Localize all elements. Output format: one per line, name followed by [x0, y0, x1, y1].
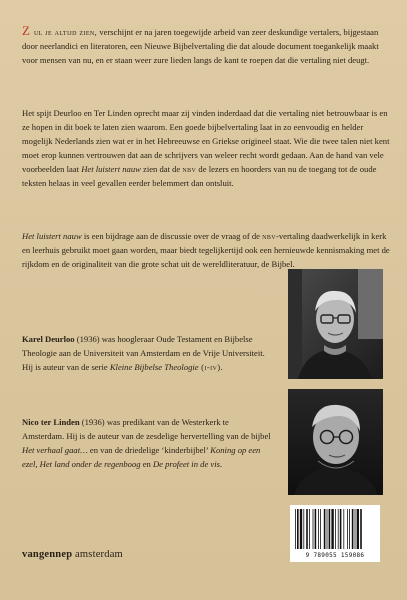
barcode-bar	[318, 509, 319, 549]
barcode-bar	[360, 509, 362, 549]
barcode-bar	[306, 509, 308, 549]
series-title: Kleine Bijbelse Theologie	[109, 361, 199, 372]
barcode-bar	[343, 509, 344, 549]
author-bio-text: (1936) was predikant van de Westerkerk te Amsterdam. Hij is de auteur van de zesdelige hervertelling van de bijbel	[22, 417, 271, 441]
publisher-name: vangennep	[22, 549, 73, 560]
nbv-abbr: nbv	[262, 231, 276, 241]
barcode-bar	[335, 509, 336, 549]
barcode-bar	[297, 509, 299, 549]
argument-text-c: de lezers en hoorders van nu de toegang tot de oude teksten helaas in veel gevallen eerder belemmert dan ontsluit.	[22, 163, 377, 188]
publisher-imprint	[22, 549, 123, 560]
barcode-bar	[331, 509, 333, 549]
author-photo-deurloo	[288, 269, 383, 379]
author-bio-text: en	[140, 458, 153, 469]
book-title-ref: Het verhaal gaat…	[22, 444, 88, 455]
book-title-ref: Het luistert nauw	[22, 231, 82, 241]
barcode-bar	[309, 509, 310, 549]
barcode-bar	[340, 509, 342, 549]
book-title-ref: De profeet in de vis	[152, 458, 220, 469]
intro-text: verschijnt er na jaren toegewijde arbeid van zeer deskundige vertalers, bijgestaan door neerlandici en literatoren, een Nieuwe Bijbelvertaling die dat aloude document toegankelijk maakt voor mensen van nu, en er staan weer zure lieden langs de kant te roepen dat die vertaling niet deugt.	[22, 27, 379, 65]
barcode-bar	[300, 509, 302, 549]
summary-text-a: is een bijdrage aan de discussie over de vraag of de	[81, 231, 263, 241]
barcode-bar	[295, 509, 296, 549]
barcode-bar	[324, 509, 326, 549]
barcode-bar	[303, 509, 304, 549]
author-name: Karel Deurloo	[22, 334, 75, 344]
summary-paragraph	[22, 230, 390, 272]
barcode-bar	[320, 509, 321, 549]
argument-paragraph	[22, 107, 390, 190]
barcode	[290, 505, 380, 562]
nbv-abbr: nbv	[182, 163, 197, 174]
barcode-bar	[315, 509, 317, 549]
barcode-bar	[349, 509, 350, 549]
barcode-bars	[295, 509, 375, 549]
barcode-bar	[355, 509, 356, 549]
summary-text-b: -vertaling daadwerkelijk in kerk en leerhuis gebruikt moet gaan worden, maar biedt tegelijkertijd ook een hernieuwde kennismaking met de rijkdom en de originaliteit van die grote schat uit de wereldliteratuur, de Bijbel.	[22, 231, 390, 269]
intro-lead: ul je altijd zien,	[33, 27, 98, 37]
author-bio-text: .	[219, 458, 223, 469]
author-name: Nico ter Linden	[22, 417, 80, 427]
barcode-bar	[313, 509, 314, 549]
barcode-bar	[357, 509, 359, 549]
barcode-bar	[352, 509, 354, 549]
barcode-bar	[327, 509, 328, 549]
author-bio-text: (1936) was hoogleraar Oude Testament en Bijbelse Theologie aan de Universiteit van Amsterdam en de Vrije Universiteit. Hij is auteur van de serie	[22, 334, 265, 372]
author-photo-terlinden	[288, 389, 383, 495]
barcode-bar	[347, 509, 348, 549]
argument-text-a: Het spijt Deurloo en Ter Linden oprecht maar zij vinden inderdaad dat die vertaling niet betrouwbaar is en ze hopen in dit boek te laten zien waarom. Een goede bijbelvertaling laat in zo eenvoudig en helder mogelijk Nederlands zien wat er in het Hebreeuwse en Griekse origineel staat. Wie die twee talen niet kent moet erop kunnen vertrouwen dat aan de schrijvers van weleer recht wordt gedaan. Aan de hand van vele voorbeelden laat	[22, 108, 390, 174]
series-volumes: (i-iv).	[198, 361, 224, 372]
intro-paragraph	[22, 24, 390, 68]
book-title-ref: Het luistert nauw	[81, 163, 141, 174]
author-bio-terlinden	[22, 416, 272, 472]
publisher-city: amsterdam	[72, 549, 123, 560]
barcode-bar	[329, 509, 331, 549]
argument-text-b: zien dat de	[140, 163, 183, 174]
drop-cap: Z	[22, 23, 30, 38]
author-bio-deurloo	[22, 333, 272, 375]
author-bio-text: en van de driedelige ‘kinderbijbel’	[87, 444, 211, 455]
barcode-bar	[338, 509, 339, 549]
book-title-ref: Koning op een ezel, Het land onder de regenboog	[22, 444, 261, 469]
barcode-digits: 9 789055 159086	[305, 552, 365, 559]
